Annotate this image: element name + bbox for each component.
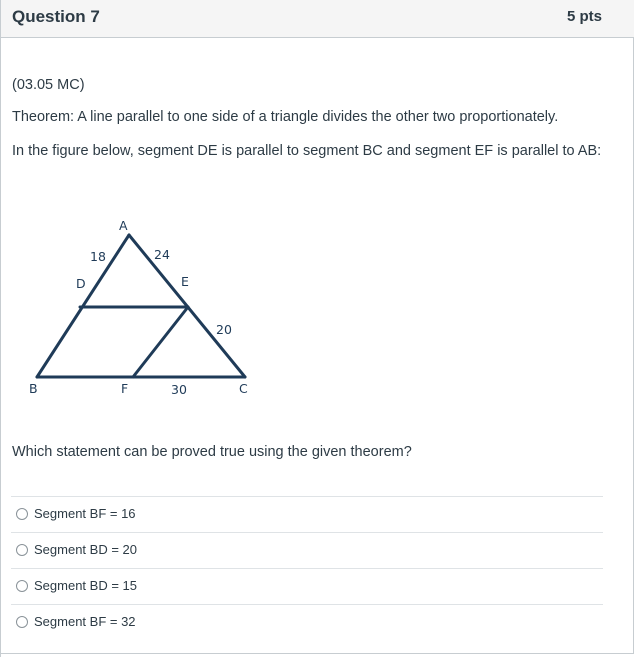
question-points: 5 pts (566, 8, 602, 25)
triangle-figure (1, 205, 271, 405)
answer-list (11, 496, 603, 640)
theorem-text: Theorem: A line parallel to one side of a triangle divides the other two proportionately. (12, 109, 559, 125)
card-bottom-border (1, 653, 634, 657)
vertex-label-b: B (29, 381, 38, 396)
vertex-label-a: A (119, 218, 128, 233)
vertex-label-c: C (239, 381, 248, 396)
answer-label[interactable]: Segment BF = 32 (34, 614, 136, 629)
radio-button[interactable] (16, 580, 28, 592)
question-title: Question 7 (12, 7, 100, 26)
vertex-label-d: D (76, 276, 86, 291)
radio-button[interactable] (16, 544, 28, 556)
vertex-label-e: E (181, 274, 189, 289)
radio-button[interactable] (16, 508, 28, 520)
length-label-ec: 20 (216, 322, 232, 337)
answer-option[interactable] (11, 604, 603, 640)
answer-option[interactable] (11, 568, 603, 604)
figure-intro-text: In the figure below, segment DE is parallel to segment BC and segment EF is parallel to AB: (12, 143, 602, 159)
radio-button[interactable] (16, 616, 28, 628)
length-label-fc: 30 (171, 382, 187, 397)
triangle-diagram (1, 205, 271, 405)
length-label-ad: 18 (90, 249, 106, 264)
answer-label[interactable]: Segment BD = 20 (34, 542, 137, 557)
question-prompt: Which statement can be proved true using the given theorem? (12, 444, 412, 460)
answer-label[interactable]: Segment BD = 15 (34, 578, 137, 593)
answer-option[interactable] (11, 532, 603, 568)
segment-ef (133, 307, 188, 377)
question-code: (03.05 MC) (12, 77, 85, 93)
answer-label[interactable]: Segment BF = 16 (34, 506, 136, 521)
vertex-label-f: F (121, 381, 129, 396)
question-header (1, 0, 634, 38)
answer-option[interactable] (11, 496, 603, 532)
length-label-ae: 24 (154, 247, 170, 262)
